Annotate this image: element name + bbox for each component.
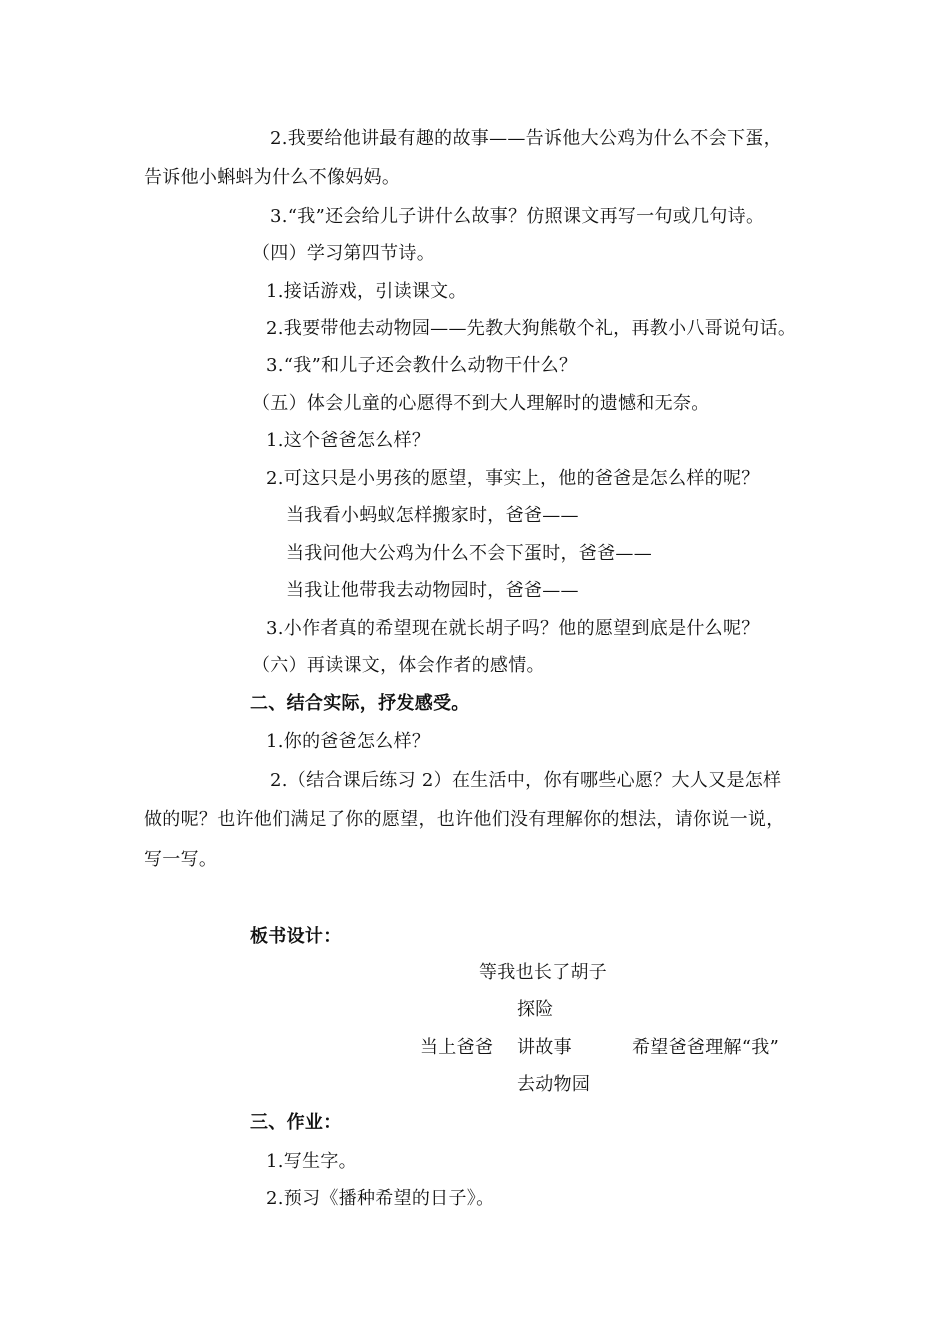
list-item: 1.你的爸爸怎么样？ — [266, 731, 431, 752]
list-item: 1.接话游戏，引读课文。 — [266, 281, 467, 302]
list-item: 1.这个爸爸怎么样？ — [266, 430, 431, 451]
section-heading: 二、结合实际，抒发感受。 — [250, 693, 470, 714]
paragraph-line: 做的呢？也许他们满足了你的愿望，也许他们没有理解你的想法，请你说一说， — [144, 809, 785, 830]
paragraph-line: 3.“我”还会给儿子讲什么故事？仿照课文再写一句或几句诗。 — [270, 206, 765, 227]
list-item: 3.小作者真的希望现在就长胡子吗？他的愿望到底是什么呢？ — [266, 618, 760, 639]
quote-line: 当我让他带我去动物园时，爸爸—— — [286, 580, 579, 601]
board-item: 去动物园 — [517, 1074, 591, 1095]
board-right-label: 希望爸爸理解“我” — [632, 1037, 780, 1058]
paragraph-line: 写一写。 — [144, 849, 218, 870]
board-item: 探险 — [517, 999, 554, 1020]
list-item: 1.写生字。 — [266, 1151, 357, 1172]
subsection-heading: （五）体会儿童的心愿得不到大人理解时的遗憾和无奈。 — [252, 393, 710, 414]
list-item: 2.预习《播种希望的日子》。 — [266, 1188, 495, 1209]
subsection-heading: （四）学习第四节诗。 — [252, 243, 435, 264]
quote-line: 当我看小蚂蚁怎样搬家时，爸爸—— — [286, 505, 579, 526]
quote-line: 当我问他大公鸡为什么不会下蛋时，爸爸—— — [286, 543, 652, 564]
list-item: 2.可这只是小男孩的愿望，事实上，他的爸爸是怎么样的呢？ — [266, 468, 760, 489]
paragraph-line: 2.我要给他讲最有趣的故事——告诉他大公鸡为什么不会下蛋， — [270, 128, 782, 149]
board-title: 等我也长了胡子 — [479, 962, 608, 983]
board-left-label: 当上爸爸 — [420, 1037, 494, 1058]
section-heading: 三、作业： — [250, 1112, 342, 1133]
board-design-heading: 板书设计： — [250, 926, 342, 947]
board-item: 讲故事 — [517, 1037, 572, 1058]
paragraph-line: 2.（结合课后练习 2）在生活中，你有哪些心愿？大人又是怎样 — [270, 770, 782, 791]
list-item: 2.我要带他去动物园——先教大狗熊敬个礼，再教小八哥说句话。 — [266, 318, 797, 339]
paragraph-line: 告诉他小蝌蚪为什么不像妈妈。 — [144, 167, 401, 188]
list-item: 3.“我”和儿子还会教什么动物干什么？ — [266, 355, 578, 376]
subsection-heading: （六）再读课文，体会作者的感情。 — [252, 655, 545, 676]
